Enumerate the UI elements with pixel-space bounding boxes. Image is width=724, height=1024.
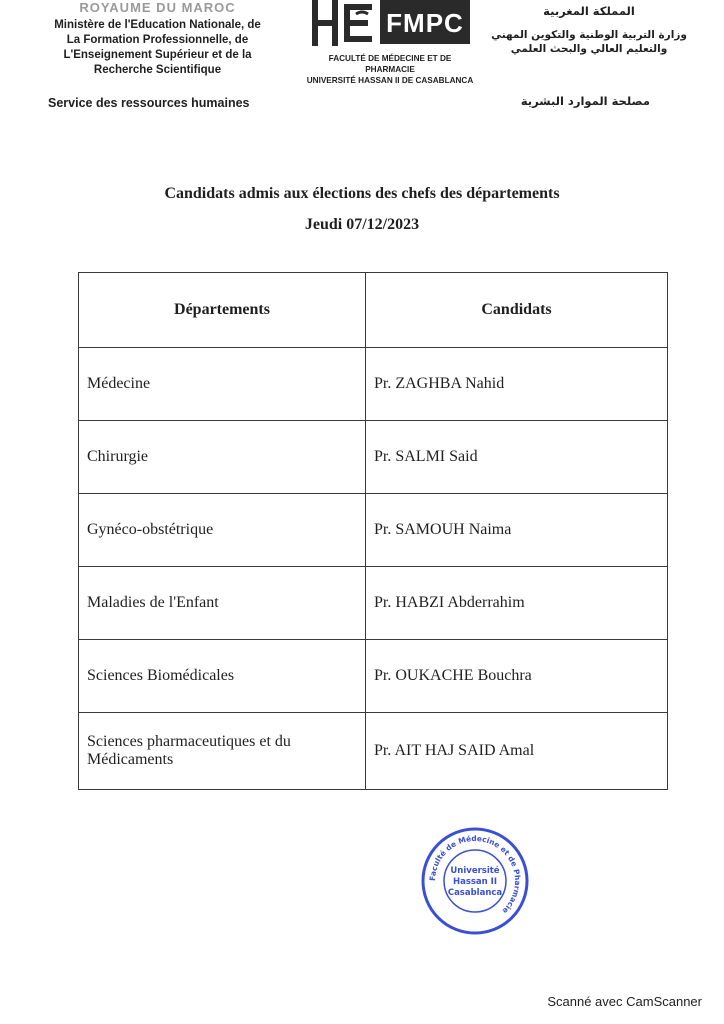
- table-row: [79, 348, 668, 421]
- candidate-cell: Pr. SAMOUH Naima: [366, 494, 668, 567]
- department-cell: Sciences pharmaceutiques et du Médicaments: [79, 713, 366, 790]
- stamp-center-line: Université: [450, 866, 500, 876]
- ministry-line-ar: والتعليم العالي والبحث العلمي: [510, 43, 668, 55]
- candidate-cell: Pr. AIT HAJ SAID Amal: [366, 713, 668, 790]
- column-header-candidates: Candidats: [366, 273, 668, 348]
- scanner-watermark: Scanné avec CamScanner: [547, 994, 702, 1009]
- kingdom-title-fr: ROYAUME DU MAROC: [79, 0, 236, 15]
- table-row: [79, 640, 668, 713]
- table-row: [79, 713, 668, 790]
- document-date: Jeudi 07/12/2023: [304, 216, 420, 233]
- stamp-center-line: Hassan II: [452, 877, 498, 887]
- candidates-table: [78, 272, 668, 790]
- kingdom-title-ar: المملكة المغربية: [543, 4, 635, 18]
- faculty-stamp: [420, 826, 530, 936]
- ministry-line: La Formation Professionnelle, de: [66, 34, 249, 46]
- department-cell: Gynéco-obstétrique: [79, 494, 366, 567]
- ministry-line: Recherche Scientifique: [93, 64, 222, 76]
- fmpc-acronym: FMPC: [380, 0, 470, 44]
- column-header-departments: Départements: [79, 273, 366, 348]
- candidate-cell: Pr. OUKACHE Bouchra: [366, 640, 668, 713]
- table-header-row: [79, 273, 668, 348]
- table-row: [79, 494, 668, 567]
- header-left-block: [30, 0, 285, 78]
- ministry-line: Ministère de l'Education Nationale, de: [54, 19, 261, 31]
- candidate-cell: Pr. SALMI Said: [366, 421, 668, 494]
- department-cell: Sciences Biomédicales: [79, 640, 366, 713]
- service-name-ar: مصلحة الموارد البشرية: [520, 94, 650, 108]
- stamp-center-line: Casablanca: [447, 888, 503, 898]
- candidate-cell: Pr. HABZI Abderrahim: [366, 567, 668, 640]
- table-row: [79, 421, 668, 494]
- fmpc-emblem-icon: [310, 0, 376, 48]
- service-name-fr: Service des ressources humaines: [48, 96, 250, 110]
- ministry-line: L'Enseignement Supérieur et de la: [63, 49, 252, 61]
- department-cell: Maladies de l'Enfant: [79, 567, 366, 640]
- faculty-name: FACULTÉ DE MÉDECINE ET DE PHARMACIE: [328, 54, 452, 74]
- university-name: UNIVERSITÉ HASSAN II DE CASABLANCA: [306, 76, 474, 85]
- header-right-block: [484, 4, 694, 56]
- fmpc-logo: [305, 0, 475, 86]
- document-title: Candidats admis aux élections des chefs des départements: [164, 185, 560, 202]
- table-row: [79, 567, 668, 640]
- stamp-ring-text: Faculté de Médecine et de Pharmacie: [427, 833, 523, 916]
- department-cell: Chirurgie: [79, 421, 366, 494]
- candidate-cell: Pr. ZAGHBA Nahid: [366, 348, 668, 421]
- ministry-line-ar: وزارة التربية الوطنية والتكوين المهني: [491, 29, 687, 41]
- department-cell: Médecine: [79, 348, 366, 421]
